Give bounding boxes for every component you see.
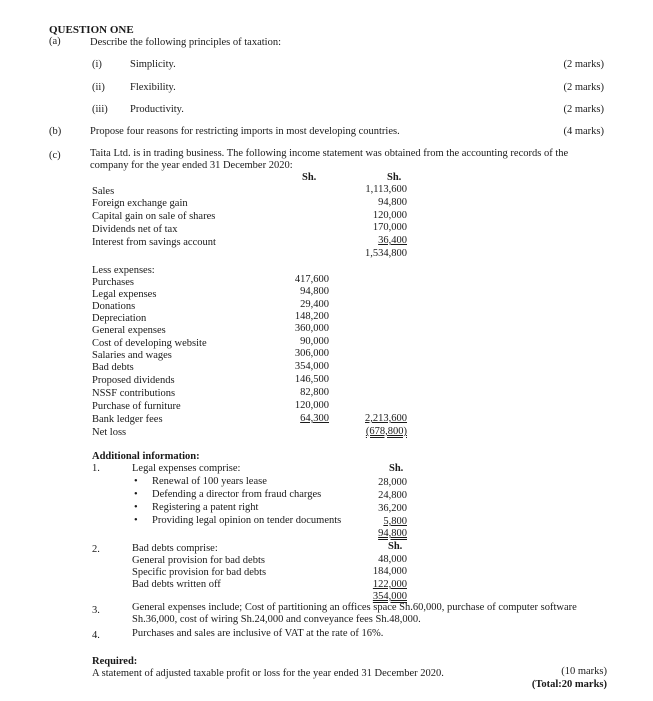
note-2-num: 2. bbox=[92, 544, 100, 555]
expense-label: Bad debts bbox=[92, 362, 134, 373]
expense-amount: 64,300 bbox=[300, 413, 329, 424]
note-2-item-amount: 48,000 bbox=[378, 554, 407, 565]
expense-amount: 354,000 bbox=[294, 361, 329, 372]
expense-amount: 120,000 bbox=[294, 400, 329, 411]
expense-label: Donations bbox=[92, 301, 136, 312]
expense-label: Depreciation bbox=[92, 313, 147, 324]
part-a-item-marks: (2 marks) bbox=[563, 104, 604, 115]
part-a-item-num: (ii) bbox=[92, 82, 105, 93]
net-loss-label: Net loss bbox=[92, 427, 127, 438]
income-label: Dividends net of tax bbox=[92, 224, 178, 235]
part-a-item-marks: (2 marks) bbox=[563, 82, 604, 93]
income-amount: 120,000 bbox=[372, 210, 407, 221]
expense-label: Proposed dividends bbox=[92, 375, 175, 386]
note-1-item-amount: 28,000 bbox=[378, 477, 407, 488]
part-a-item-text: Flexibility. bbox=[130, 82, 176, 93]
expenses-total: 2,213,600 bbox=[365, 413, 407, 424]
net-loss-amount: (678,800) bbox=[365, 426, 407, 437]
part-a-label: (a) bbox=[49, 36, 61, 47]
part-a-stem: Describe the following principles of taxation: bbox=[90, 37, 281, 48]
expense-label: Legal expenses bbox=[92, 289, 157, 300]
part-c-intro-line2: company for the year ended 31 December 2020: bbox=[90, 160, 293, 171]
expense-label: Bank ledger fees bbox=[92, 414, 163, 425]
note-2-item-amount: 184,000 bbox=[372, 566, 407, 577]
note-1-title: Legal expenses comprise: bbox=[132, 463, 241, 474]
note-3-num: 3. bbox=[92, 605, 100, 616]
required-text: A statement of adjusted taxable profit or loss for the year ended 31 December 2020. bbox=[92, 668, 444, 679]
total-marks: (Total:20 marks) bbox=[531, 679, 607, 690]
expense-amount: 146,500 bbox=[294, 374, 329, 385]
note-2-item-label: Bad debts written off bbox=[132, 579, 221, 590]
note-3-line1: General expenses include; Cost of partitioning an offices space Sh.60,000, purchase of computer software bbox=[132, 602, 577, 613]
expense-label: Cost of developing website bbox=[92, 338, 207, 349]
required-marks: (10 marks) bbox=[561, 666, 607, 677]
note-1-num: 1. bbox=[92, 463, 100, 474]
part-b-marks: (4 marks) bbox=[563, 126, 604, 137]
expense-label: General expenses bbox=[92, 325, 166, 336]
part-a-item-num: (iii) bbox=[92, 104, 108, 115]
income-amount: 36,400 bbox=[378, 235, 407, 246]
note-1-col-header: Sh. bbox=[389, 463, 404, 474]
part-b-label: (b) bbox=[49, 126, 62, 137]
expense-amount: 94,800 bbox=[300, 286, 329, 297]
note-2-item-amount: 122,000 bbox=[372, 579, 407, 590]
note-4-num: 4. bbox=[92, 630, 100, 641]
note-1-item-amount: 36,200 bbox=[378, 503, 407, 514]
expense-amount: 29,400 bbox=[300, 299, 329, 310]
income-label: Sales bbox=[92, 186, 115, 197]
expense-amount: 90,000 bbox=[300, 336, 329, 347]
part-a-item-text: Simplicity. bbox=[130, 59, 176, 70]
expense-amount: 306,000 bbox=[294, 348, 329, 359]
part-a-item-text: Productivity. bbox=[130, 104, 184, 115]
part-c-intro-line1: Taita Ltd. is in trading business. The following income statement was obtained from the accounting records of the bbox=[90, 148, 569, 159]
expense-label: Salaries and wages bbox=[92, 350, 172, 361]
expense-amount: 82,800 bbox=[300, 387, 329, 398]
expense-amount: 417,600 bbox=[294, 274, 329, 285]
note-2-item-label: General provision for bad debts bbox=[132, 555, 265, 566]
income-total: 1,534,800 bbox=[365, 248, 407, 259]
column-header-sh-1: Sh. bbox=[302, 172, 317, 183]
additional-info-title: Additional information: bbox=[92, 451, 200, 462]
note-1-item-label: • Registering a patent right bbox=[152, 502, 258, 514]
income-label: Interest from savings account bbox=[92, 237, 216, 248]
question-title: QUESTION ONE bbox=[49, 24, 134, 36]
note-2-col-header: Sh. bbox=[388, 541, 403, 552]
expense-label: NSSF contributions bbox=[92, 388, 176, 399]
note-1-total: 94,800 bbox=[378, 528, 407, 539]
required-title: Required: bbox=[92, 656, 138, 667]
note-2-title: Bad debts comprise: bbox=[132, 543, 218, 554]
expense-label: Purchases bbox=[92, 277, 134, 288]
part-b-text: Propose four reasons for restricting imports in most developing countries. bbox=[90, 126, 400, 137]
income-amount: 94,800 bbox=[378, 197, 407, 208]
note-1-item-label: • Renewal of 100 years lease bbox=[152, 476, 267, 488]
note-1-item-label: • Defending a director from fraud charges bbox=[152, 489, 321, 501]
expense-amount: 360,000 bbox=[294, 323, 329, 334]
income-amount: 1,113,600 bbox=[365, 184, 407, 195]
expense-amount: 148,200 bbox=[294, 311, 329, 322]
note-3-line2: Sh.36,000, cost of wiring Sh.24,000 and conveyance fees Sh.48,000. bbox=[132, 614, 421, 625]
part-a-item-num: (i) bbox=[92, 59, 102, 70]
column-header-sh-2: Sh. bbox=[387, 172, 402, 183]
note-1-item-label: • Providing legal opinion on tender documents bbox=[152, 515, 341, 527]
income-label: Capital gain on sale of shares bbox=[92, 211, 216, 222]
note-1-item-amount: 5,800 bbox=[383, 516, 407, 527]
expense-label: Purchase of furniture bbox=[92, 401, 181, 412]
part-a-item-marks: (2 marks) bbox=[563, 59, 604, 70]
note-4-text: Purchases and sales are inclusive of VAT at the rate of 16%. bbox=[132, 628, 384, 639]
note-2-item-label: Specific provision for bad debts bbox=[132, 567, 267, 578]
part-c-label: (c) bbox=[49, 150, 61, 161]
income-label: Foreign exchange gain bbox=[92, 198, 188, 209]
income-amount: 170,000 bbox=[372, 222, 407, 233]
note-2-total: 354,000 bbox=[372, 591, 407, 602]
note-1-item-amount: 24,800 bbox=[378, 490, 407, 501]
less-expenses-label: Less expenses: bbox=[92, 265, 155, 276]
